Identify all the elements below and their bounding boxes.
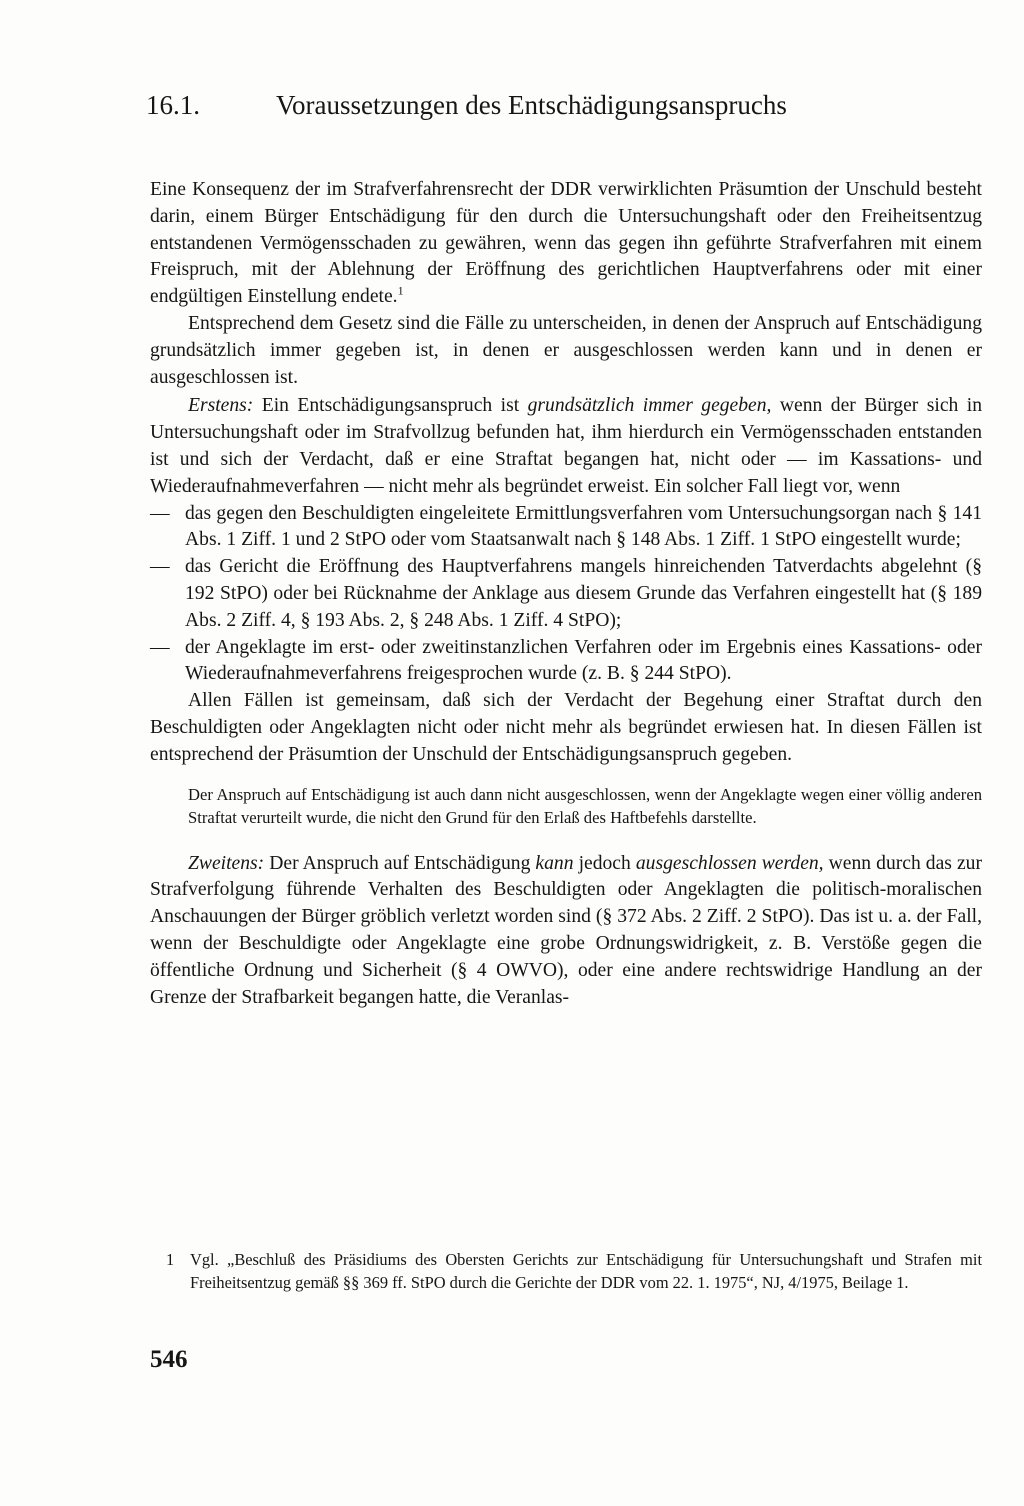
paragraph-common: Allen Fällen ist gemeinsam, daß sich der Verdacht der Begehung einer Straftat durch den Beschuldigten oder Angeklagten nicht oder nicht mehr als begründet erwiesen hat. In diesen Fällen ist entsprechend der Präsumtion der Unschuld der Entschädigungsanspruch gegeben.	[150, 690, 982, 765]
first-case-text-b: wenn der Bürger sich in Untersuchungshaft oder im Strafvollzug befunden hat, ihm hierdurch ein Vermögensschaden entstanden ist und sich der Verdacht, daß er eine Straftat begangen hat, nicht oder — im Kassations- und Wiederaufnahmeverfahren — nicht mehr als begründet erweist. Ein solcher Fall liegt vor, wenn	[150, 395, 982, 497]
second-case-emphasis-excluded: ausgeschlossen werden,	[635, 852, 824, 874]
footnote-text: Vgl. „Beschluß des Präsidiums des Obersten Gerichts zur Entschädigung für Untersuchungshaft und Strafen mit Freiheitsentzug gemäß §§ 369 ff. StPO durch die Gerichte der DDR vom 22. 1. 1975“, NJ, 4/1975, Beilage 1.	[190, 1250, 982, 1292]
first-case-emphasis: grundsätzlich immer gegeben,	[527, 395, 772, 417]
second-case-text-a: Der Anspruch auf Entschädigung	[264, 852, 536, 874]
paragraph-intro-text: Eine Konsequenz der im Strafverfahrensrecht der DDR verwirklichten Präsumtion der Unschuld besteht darin, einem Bürger Entschädigung für den durch die Untersuchungshaft oder den Freiheitsentzug entstandenen Vermögensschaden zu gewähren, wenn das gegen ihn geführte Strafverfahren mit einem Freispruch, mit der Ablehnung der Eröffnung des gerichtlichen Hauptverfahrens oder mit einer endgültigen Einstellung endete.	[150, 179, 982, 308]
paragraph-second-case	[150, 851, 982, 1012]
second-case-lead: Zweitens:	[188, 852, 265, 874]
small-print-note: Der Anspruch auf Entschädigung ist auch dann nicht ausgeschlossen, wenn der Angeklagte wegen einer völlig anderen Straftat verurteilt wurde, die nicht den Grund für den Erlaß des Haftbefehls darstellte.	[188, 784, 982, 827]
section-heading	[146, 88, 886, 122]
list-item: — der Angeklagte im erst- oder zweitinstanzlichen Verfahren oder im Ergebnis eines Kassations- oder Wiederaufnahmeverfahrens freigesprochen wurde (z. B. § 244 StPO).	[150, 635, 982, 689]
footnote-number: 1	[166, 1250, 175, 1269]
section-number: 16.1.	[146, 90, 200, 120]
first-case-lead: Erstens:	[188, 395, 254, 417]
list-item: — das gegen den Beschuldigten eingeleitete Ermittlungsverfahren vom Untersuchungsorgan nach § 141 Abs. 1 Ziff. 1 und 2 StPO oder vom Staatsanwalt nach § 148 Abs. 1 Ziff. 1 StPO eingestellt wurde;	[150, 501, 982, 555]
paragraph-first-case	[150, 393, 982, 500]
second-case-emphasis-kann: kann	[535, 852, 574, 874]
first-case-text-a: Ein Entschädigungsanspruch ist	[253, 395, 528, 417]
body-text	[150, 177, 982, 1011]
section-title: Voraussetzungen des Entschädigungsanspruchs	[276, 90, 787, 120]
second-case-text-b: jedoch	[573, 852, 636, 874]
footnote-reference: 1	[397, 283, 404, 298]
footnote	[150, 1248, 982, 1294]
list-item: — das Gericht die Eröffnung des Hauptverfahrens mangels hinreichenden Tatverdachts abgelehnt (§ 192 StPO) oder bei Rücknahme der Anklage aus diesem Grunde das Verfahren eingestellt hat (§ 189 Abs. 2 Ziff. 4, § 193 Abs. 2, § 248 Abs. 1 Ziff. 4 StPO);	[150, 554, 982, 634]
page-number: 546	[150, 1346, 188, 1373]
paragraph-distinction: Entsprechend dem Gesetz sind die Fälle zu unterscheiden, in denen der Anspruch auf Entschädigung grundsätzlich immer gegeben ist, in denen er ausgeschlossen werden kann und in denen er ausgeschlossen ist.	[150, 312, 982, 388]
case-list	[150, 501, 982, 689]
paragraph-intro	[150, 177, 982, 311]
second-case-text-c: wenn durch das zur Strafverfolgung führende Verhalten des Beschuldigten oder Angeklagten die politisch-moralischen Anschauungen der Bürger gröblich verletzt worden sind (§ 372 Abs. 2 Ziff. 2 StPO). Das ist u. a. der Fall, wenn der Beschuldigte oder Angeklagte eine grobe Ordnungswidrigkeit, z. B. Verstöße gegen die öffentliche Ordnung und Sicherheit (§ 4 OWVO), oder eine andere rechtswidrige Handlung an der Grenze der Strafbarkeit begangen hatte, die Veranlas-	[150, 852, 982, 1008]
